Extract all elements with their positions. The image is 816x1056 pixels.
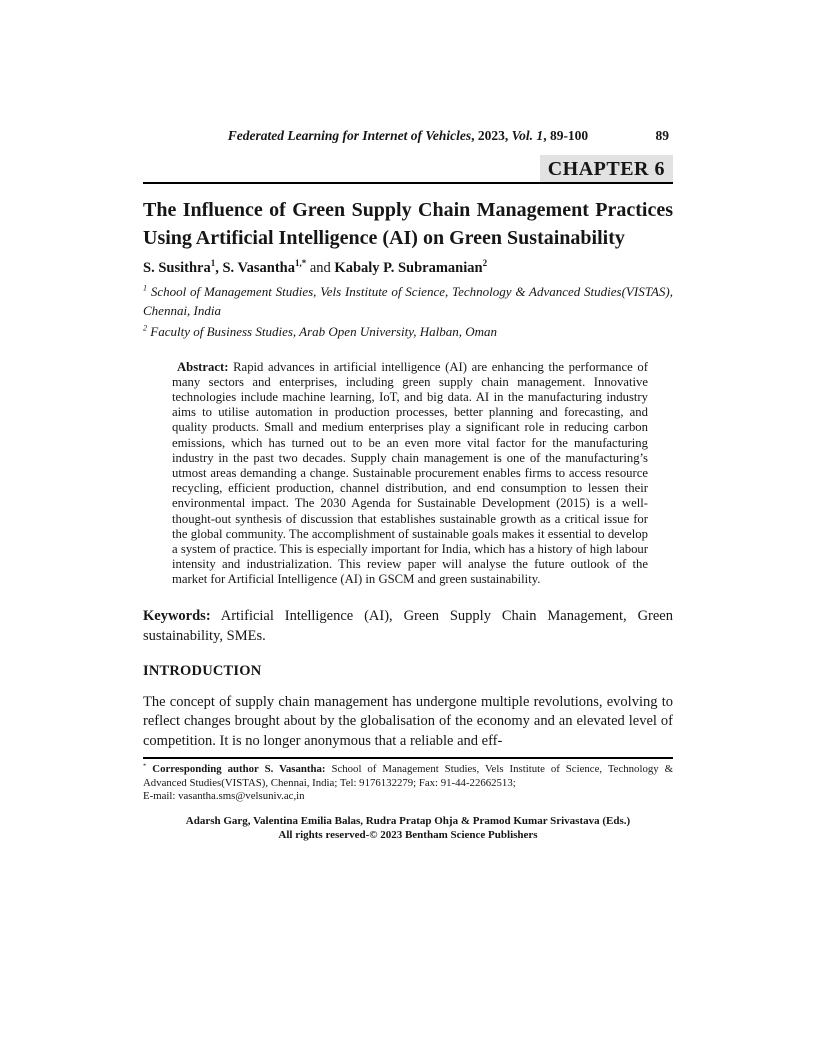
affiliation-2-text: Faculty of Business Studies, Arab Open University, Halban, Oman bbox=[147, 324, 498, 339]
affiliation-1-sup: 1 bbox=[143, 283, 148, 293]
chapter-label: CHAPTER 6 bbox=[540, 155, 673, 182]
author-1: S. Susithra$^1$ bbox=[143, 258, 216, 276]
abstract-label: Abstract: bbox=[177, 359, 229, 374]
citation-pages: , 89-100 bbox=[543, 128, 589, 143]
abstract-text: Rapid advances in artificial intelligence (AI) are enhancing the performance of many sectors and enterprises, including green supply chain management. Innovative technologies include machine learning, IoT, and big data. AI in the manufacturing industry aims to utilise automation in production processes, better planning and forecasting, and quality products. Small and medium enterprises play a significant role in reducing carbon emissions, which has turned out to be an even more vital factor for the manufacturing industry in the past two decades. Supply chain management is one of the manufacturing’s utmost areas demanding a change. Sustainable procurement enables firms to access resource recycling, efficient production, channel distribution, and end consumption to lessen their environmental impact. The 2030 Agenda for Sustainable Development (2015) is a well-thought-out synthesis of discussion that establishes sustainable growth as a critical issue for the global community. The accomplishment of sustainable goals makes it essential to develop a system of practice. This is especially important for India, which has a history of high labour intensity and industrialization. This review paper will analyse the future outlook of the market for Artificial Intelligence (AI) in GSCM and green sustainability. bbox=[172, 359, 648, 587]
affiliation-2 bbox=[143, 323, 673, 342]
author-separator-2: and bbox=[306, 260, 335, 276]
journal-citation bbox=[228, 128, 588, 143]
introduction-heading: INTRODUCTION bbox=[143, 662, 262, 679]
abstract bbox=[172, 360, 648, 588]
authors-line bbox=[143, 260, 673, 277]
footnote-text: School of Management Studies, Vels Institute of Science, Technology & Advanced Studies(VISTAS), Chennai, India; Tel: 9176132279; Fax: 91-44-22662513; bbox=[143, 763, 674, 789]
author-3-affiliation-sup: 2 bbox=[482, 258, 488, 269]
author-separator-1: , bbox=[215, 260, 223, 276]
copyright-line: All rights reserved-© 2023 Bentham Science Publishers bbox=[278, 829, 538, 842]
footnote-marker: * bbox=[143, 762, 147, 770]
keywords-text: Artificial Intelligence (AI), Green Supply Chain Management, Green sustainability, SMEs. bbox=[143, 607, 673, 645]
author-1-affiliation-sup: 1 bbox=[210, 258, 216, 269]
citation-volume: Vol. 1 bbox=[511, 128, 544, 143]
author-3: Kabaly P. Subramanian$^2$ bbox=[334, 258, 488, 276]
keywords bbox=[143, 606, 673, 647]
document-page bbox=[143, 128, 673, 843]
affiliation-2-sup: 2 bbox=[143, 323, 148, 333]
footnote-email: E-mail: vasantha.sms@velsuniv.ac,in bbox=[143, 790, 305, 803]
journal-title: Federated Learning for Internet of Vehicles bbox=[227, 128, 472, 143]
chapter-banner bbox=[143, 155, 673, 184]
author-2-affiliation-sup: 1,* bbox=[295, 258, 307, 269]
keywords-label: Keywords: bbox=[143, 607, 211, 624]
chapter-title: The Influence of Green Supply Chain Management Practices Using Artificial Intelligence (AI) on Green Sustainability bbox=[143, 199, 673, 249]
running-header bbox=[143, 128, 673, 144]
footnote-label: Corresponding author S. Vasantha: bbox=[146, 763, 326, 776]
citation-year: , 2023, bbox=[471, 128, 512, 143]
corresponding-author-footnote bbox=[143, 757, 673, 804]
page-number: 89 bbox=[655, 128, 669, 143]
affiliation-1 bbox=[143, 283, 673, 320]
author-2: S. Vasantha$^{1,*}$ bbox=[222, 258, 307, 276]
affiliation-1-text: School of Management Studies, Vels Institute of Science, Technology & Advanced Studies(VISTAS), Chennai, India bbox=[143, 284, 673, 318]
book-footer bbox=[143, 814, 673, 843]
introduction-paragraph: The concept of supply chain management has undergone multiple revolutions, evolving to reflect changes brought about by the globalisation of the economy and an elevated level of competition. It is no longer anonymous that a reliable and eff- bbox=[143, 693, 673, 749]
editors-line: Adarsh Garg, Valentina Emilia Balas, Rudra Pratap Ohja & Pramod Kumar Srivastava (Eds.) bbox=[185, 814, 631, 827]
